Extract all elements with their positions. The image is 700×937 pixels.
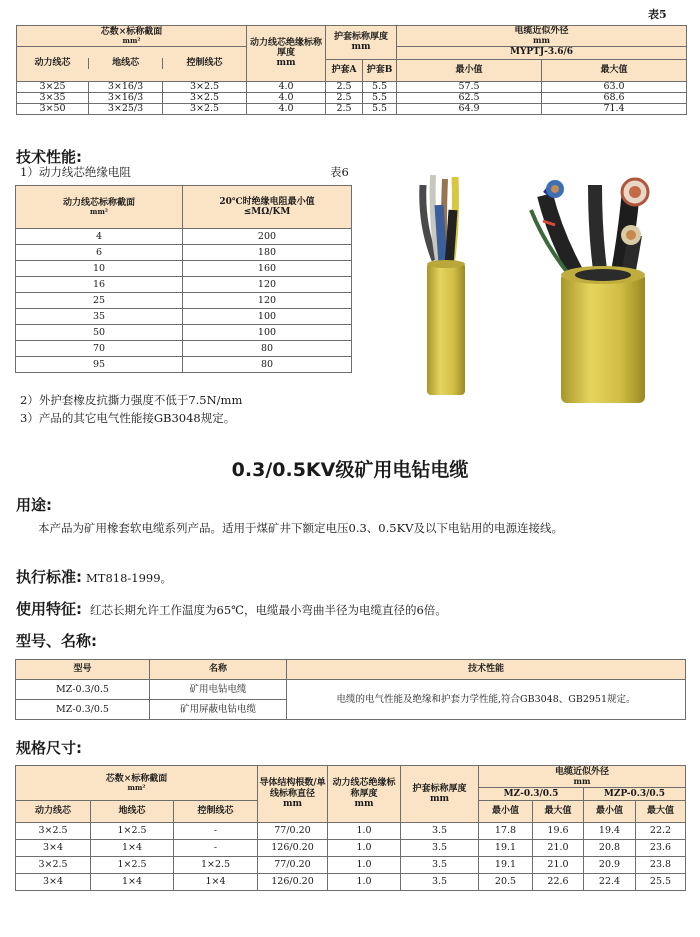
table-cell: 1.0 (328, 857, 401, 874)
table6-header-section: 动力线芯标称截面 mm² (16, 186, 183, 229)
table-cell: 120 (183, 277, 352, 293)
table-cell: 77/0.20 (258, 857, 328, 874)
spec-header-insulation: 动力线芯绝缘标称厚度 mm (328, 766, 401, 823)
table-cell: 1×2.5 (174, 857, 258, 874)
table-cell: 2.5 (326, 81, 363, 92)
model-perf-text: 电缆的电气性能及绝缘和护套力学性能,符合GB3048、GB2951规定。 (287, 680, 686, 720)
table-cell: 3×16/3 (89, 81, 163, 92)
table6 (15, 185, 352, 373)
table-cell: 35 (16, 309, 183, 325)
table-cell: 19.1 (479, 840, 533, 857)
table-cell: 25.5 (636, 874, 686, 891)
table-cell: 5.5 (363, 103, 397, 114)
table-cell: 80 (183, 341, 352, 357)
spec-header-mz-max: 最大值 (533, 801, 584, 823)
table-cell: 22.2 (636, 823, 686, 840)
table-cell: 23.8 (636, 857, 686, 874)
model-header-perf: 技术性能 (287, 660, 686, 680)
model-table (15, 659, 686, 720)
table-cell: 3×50 (17, 103, 89, 114)
table-row (16, 341, 352, 357)
table-row (16, 245, 352, 261)
table-cell: 160 (183, 261, 352, 277)
table-cell: 63.0 (542, 81, 687, 92)
table-cell: 80 (183, 357, 352, 373)
table-cell: 1.0 (328, 874, 401, 891)
table-row (16, 680, 686, 700)
table-cell: 21.0 (533, 857, 584, 874)
spec-header-core-section: 芯数×标称截面 mm² (16, 766, 258, 801)
table-cell: 1.0 (328, 840, 401, 857)
table5-header-subrow (17, 46, 247, 81)
table5-header-power: 动力线芯 (17, 58, 89, 68)
table5-header-insulation: 动力线芯绝缘标称厚度 mm (247, 26, 326, 82)
table-cell: 3.5 (401, 874, 479, 891)
cable-photo (405, 165, 685, 410)
table-cell: 64.9 (397, 103, 542, 114)
table-cell: 3×2.5 (16, 823, 91, 840)
table-row (16, 857, 686, 874)
table-row (16, 293, 352, 309)
use-text: 本产品为矿用橡套软电缆系列产品。适用于煤矿井下额定电压0.3、0.5KV及以下电钻用的电源连接线。 (38, 521, 563, 535)
table5-header-core-section: 芯数×标称截面 mm² (17, 26, 247, 47)
table-cell: 57.5 (397, 81, 542, 92)
table-cell: 77/0.20 (258, 823, 328, 840)
table-cell: 4.0 (247, 92, 326, 103)
feature-line (16, 598, 447, 619)
table-row (17, 81, 687, 92)
cable-right (531, 179, 648, 403)
table-cell: 3.5 (401, 823, 479, 840)
table-cell: 16 (16, 277, 183, 293)
table-cell: 2.5 (326, 103, 363, 114)
tech-title: 技术性能: (16, 148, 82, 166)
table-cell: 矿用屏蔽电钻电缆 (150, 700, 287, 720)
table-cell: 62.5 (397, 92, 542, 103)
spec-header-mzp-max: 最大值 (636, 801, 686, 823)
table-cell: - (174, 823, 258, 840)
table-cell: 3×2.5 (163, 81, 247, 92)
table-cell: 3×2.5 (16, 857, 91, 874)
table5-header-sheath-b: 护套B (363, 59, 397, 81)
table-cell: 100 (183, 309, 352, 325)
main-title: 0.3/0.5KV级矿用电钻电缆 (231, 459, 469, 481)
table5-header-sheath: 护套标称厚度 mm (326, 26, 397, 60)
table-row (16, 823, 686, 840)
table-cell: 1×2.5 (91, 823, 174, 840)
spec-header-mz: MZ-0.3/0.5 (479, 788, 584, 801)
table-cell: 1×4 (174, 874, 258, 891)
table-cell: 17.8 (479, 823, 533, 840)
table-cell: 95 (16, 357, 183, 373)
standard-line (16, 566, 172, 587)
spec-label: 规格尺寸: (16, 739, 82, 757)
table-cell: 68.6 (542, 92, 687, 103)
table-cell: 3×25 (17, 81, 89, 92)
cable-left (423, 175, 465, 395)
spec-header-control: 控制线芯 (174, 801, 258, 823)
table-cell: 180 (183, 245, 352, 261)
spec-header-power: 动力线芯 (16, 801, 91, 823)
spec-header-ground: 地线芯 (91, 801, 174, 823)
table-cell: 200 (183, 229, 352, 245)
table5-header-min: 最小值 (397, 59, 542, 81)
table-cell: 3×4 (16, 874, 91, 891)
table5 (16, 25, 687, 115)
table-cell: 19.4 (584, 823, 636, 840)
std-label: 执行标准: (16, 568, 82, 586)
table-cell: MZ-0.3/0.5 (16, 700, 150, 720)
table-cell: 70 (16, 341, 183, 357)
table-cell: 126/0.20 (258, 840, 328, 857)
table-cell: 25 (16, 293, 183, 309)
table-cell: 23.6 (636, 840, 686, 857)
table5-header-model: MYPTJ-3.6/6 (397, 46, 687, 59)
table-row (16, 229, 352, 245)
table-cell: 10 (16, 261, 183, 277)
spec-header-sheath: 护套标称厚度 mm (401, 766, 479, 823)
spec-header-mz-min: 最小值 (479, 801, 533, 823)
table5-number: 表5 (648, 8, 667, 21)
spec-header-mzp-min: 最小值 (584, 801, 636, 823)
table-cell: 3×2.5 (163, 103, 247, 114)
model-label: 型号、名称: (16, 632, 97, 650)
feat-label: 使用特征: (16, 600, 82, 618)
std-text: MT818-1999。 (86, 571, 173, 585)
table6-number: 表6 (330, 165, 349, 179)
table-cell: 20.5 (479, 874, 533, 891)
spec-header-od: 电缆近似外径 mm (479, 766, 686, 788)
spec-table (15, 765, 686, 891)
table-cell: 3×2.5 (163, 92, 247, 103)
table-row (17, 103, 687, 114)
spec-header-conductor: 导体结构根数/单线标称直径 mm (258, 766, 328, 823)
table-row (16, 325, 352, 341)
table-cell: 1.0 (328, 823, 401, 840)
feat-text: 红芯长期允许工作温度为65℃，电缆最小弯曲半径为电缆直径的6倍。 (90, 603, 447, 617)
table-cell: 19.6 (533, 823, 584, 840)
table-cell: 21.0 (533, 840, 584, 857)
spec-header-mzp: MZP-0.3/0.5 (584, 788, 686, 801)
table-cell: MZ-0.3/0.5 (16, 680, 150, 700)
table-cell: 5.5 (363, 81, 397, 92)
table-cell: 3.5 (401, 840, 479, 857)
table-cell: 71.4 (542, 103, 687, 114)
table-cell: 5.5 (363, 92, 397, 103)
tech-item-1: 1）动力线芯绝缘电阻 (20, 165, 131, 179)
table-cell: 1×4 (91, 840, 174, 857)
table-row (16, 277, 352, 293)
table5-header-sheath-a: 护套A (326, 59, 363, 81)
tech-item-3: 3）产品的其它电气性能接GB3048规定。 (20, 411, 236, 425)
model-header-name: 名称 (150, 660, 287, 680)
table-cell: 22.4 (584, 874, 636, 891)
table-cell: 20.8 (584, 840, 636, 857)
table-cell: 20.9 (584, 857, 636, 874)
table-cell: 50 (16, 325, 183, 341)
table-row (16, 874, 686, 891)
tech-item-2: 2）外护套橡皮抗撕力强度不低于7.5N/mm (20, 393, 243, 407)
table-cell: 126/0.20 (258, 874, 328, 891)
table-cell: 1×2.5 (91, 857, 174, 874)
table-cell: 矿用电钻电缆 (150, 680, 287, 700)
table-cell: 3×25/3 (89, 103, 163, 114)
table-cell: 4.0 (247, 81, 326, 92)
table5-header-max: 最大值 (542, 59, 687, 81)
table-cell: 3.5 (401, 857, 479, 874)
table-cell: 6 (16, 245, 183, 261)
use-label: 用途: (16, 496, 52, 514)
table-cell: 120 (183, 293, 352, 309)
table-cell: 3×35 (17, 92, 89, 103)
model-header-model: 型号 (16, 660, 150, 680)
table-cell: 1×4 (91, 874, 174, 891)
table6-header-resist: 20℃时绝缘电阻最小值 ≤MΩ/KM (183, 186, 352, 229)
table-cell: 4 (16, 229, 183, 245)
table-cell: 3×16/3 (89, 92, 163, 103)
table-row (16, 309, 352, 325)
table-row (17, 92, 687, 103)
table-cell: - (174, 840, 258, 857)
table5-header-od: 电缆近似外径 mm (397, 26, 687, 47)
table-row (16, 357, 352, 373)
table-cell: 3×4 (16, 840, 91, 857)
table5-header-control: 控制线芯 (186, 58, 223, 69)
table-cell: 19.1 (479, 857, 533, 874)
table5-header-ground: 地线芯 (89, 58, 163, 68)
table-row (16, 261, 352, 277)
table-cell: 22.6 (533, 874, 584, 891)
table-cell: 2.5 (326, 92, 363, 103)
table-row (16, 840, 686, 857)
table-cell: 100 (183, 325, 352, 341)
table-cell: 4.0 (247, 103, 326, 114)
